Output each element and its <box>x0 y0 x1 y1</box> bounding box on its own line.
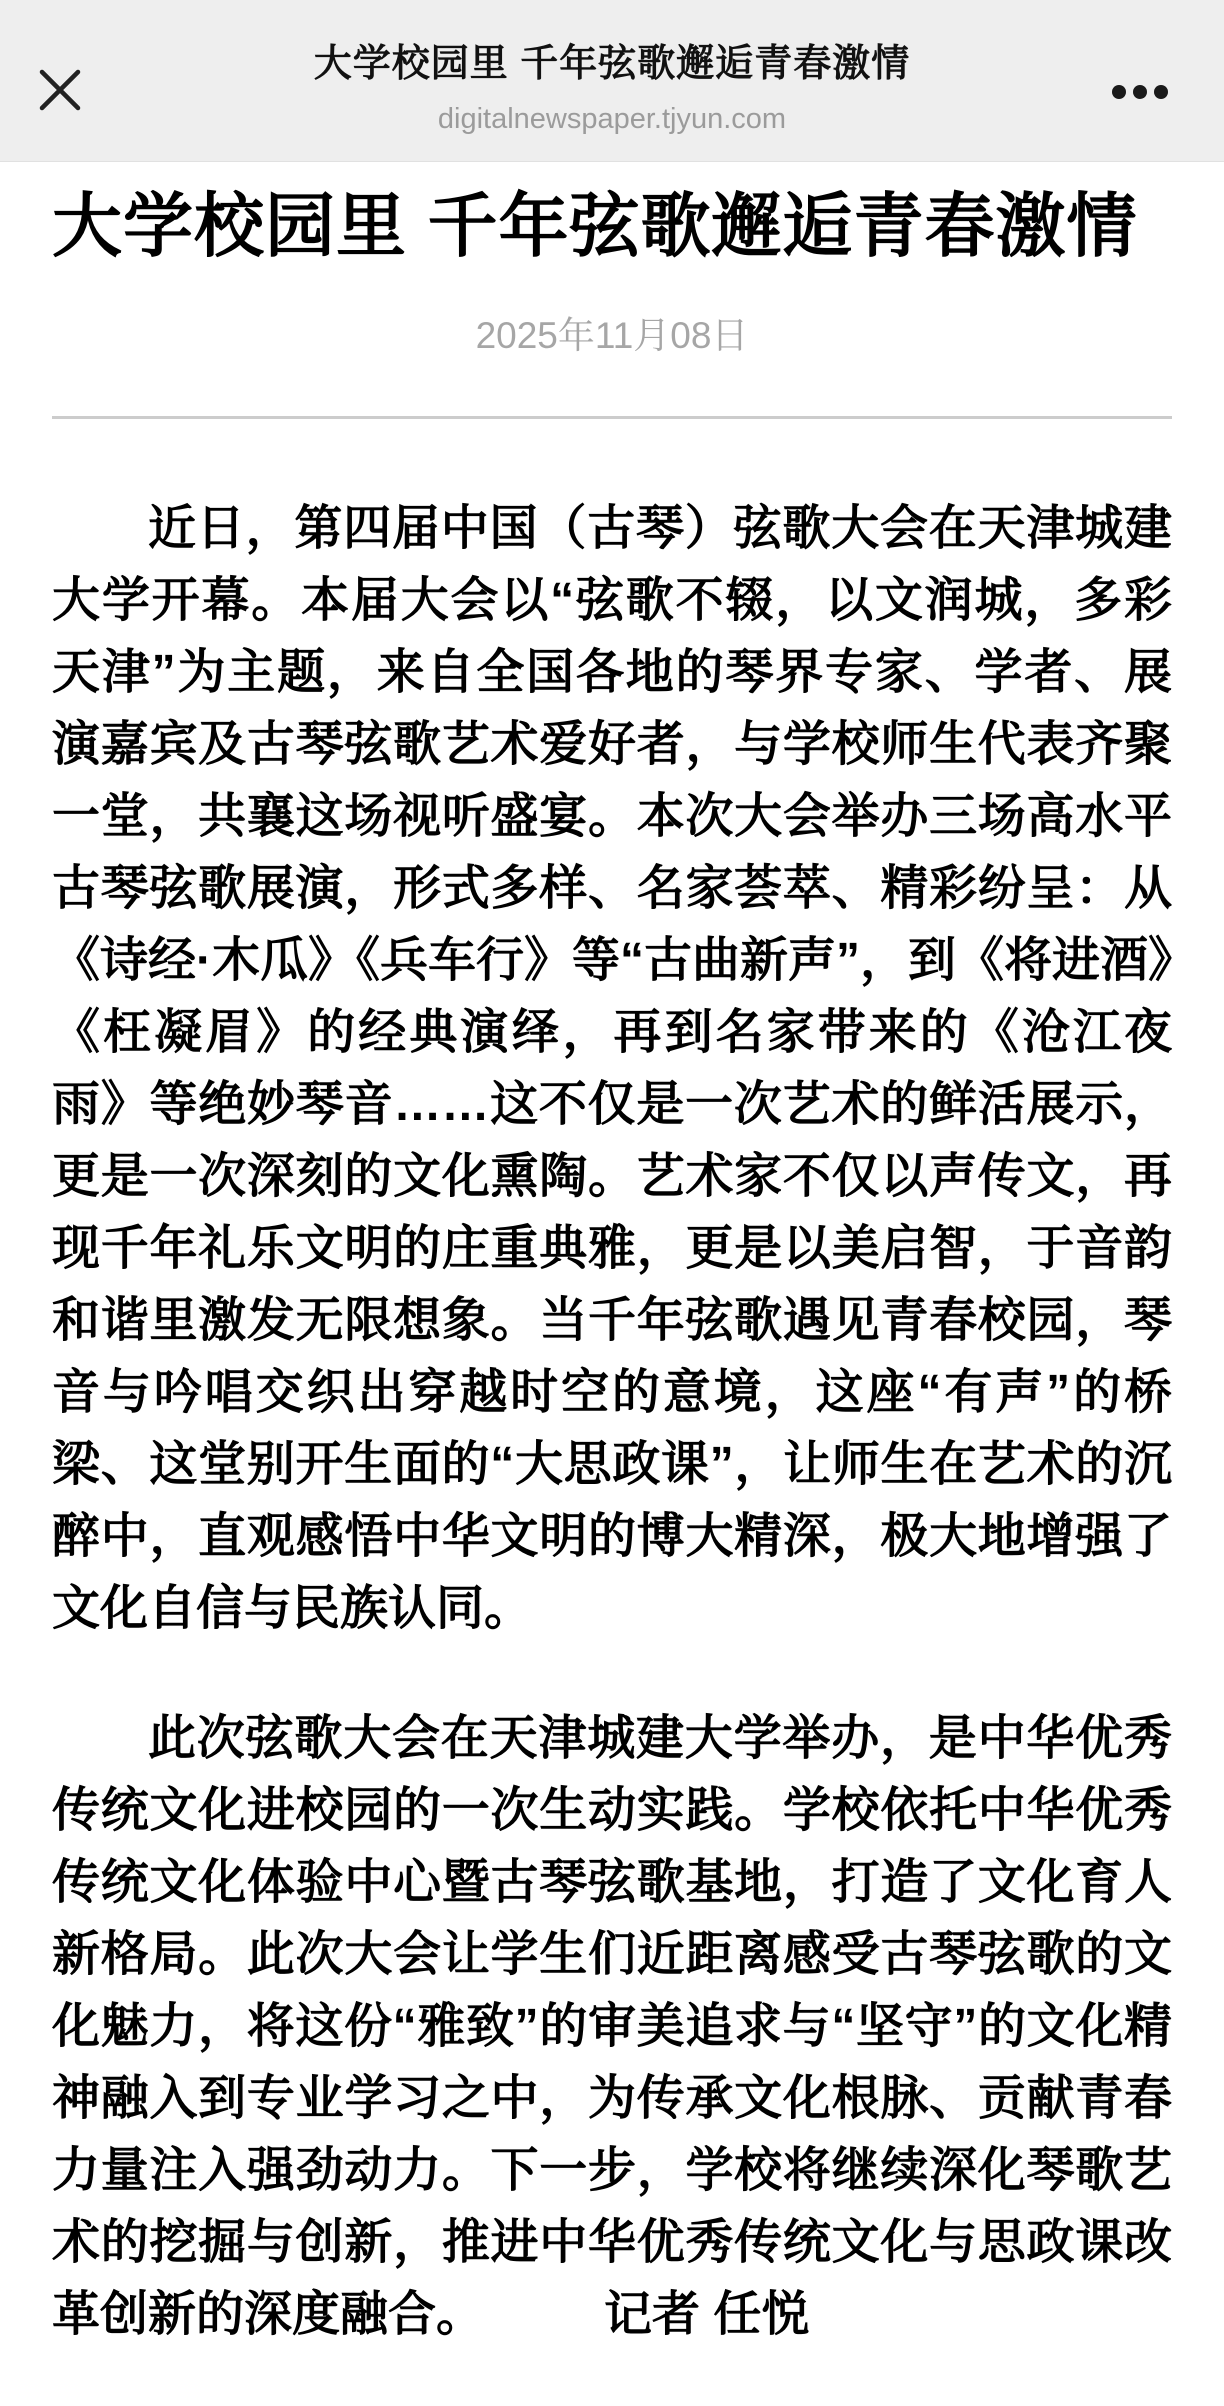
article-paragraph: 近日，第四届中国（古琴）弦歌大会在天津城建大学开幕。本届大会以“弦歌不辍，以文润城，多彩天津”为主题，来自全国各地的琴界专家、学者、展演嘉宾及古琴弦歌艺术爱好者，与学校师生代表齐聚一堂，共襄这场视听盛宴。本次大会举办三场高水平古琴弦歌展演，形式多样、名家荟萃、精彩纷呈：从《诗经·木瓜》《兵车行》等“古曲新声”，到《将进酒》《枉凝眉》的经典演绎，再到名家带来的《沧江夜雨》等绝妙琴音……这不仅是一次艺术的鲜活展示，更是一次深刻的文化熏陶。艺术家不仅以声传文，再现千年礼乐文明的庄重典雅，更是以美启智，于音韵和谐里激发无限想象。当千年弦歌遇见青春校园，琴音与吟唱交织出穿越时空的意境，这座“有声”的桥梁、这堂别开生面的“大思政课”，让师生在艺术的沉醉中，直观感悟中华文明的博大精深，极大地增强了文化自信与民族认同。 <box>52 501 1172 1635</box>
page-title: 大学校园里 千年弦歌邂逅青春激情 <box>313 43 911 85</box>
more-options-icon[interactable] <box>1112 85 1168 99</box>
dot <box>1133 85 1147 99</box>
page-url: digitalnewspaper.tjyun.com <box>437 103 787 135</box>
paragraph-text: 此次弦歌大会在天津城建大学举办，是中华优秀传统文化进校园的一次生动实践。学校依托中华优秀传统文化体验中心暨古琴弦歌基地，打造了文化育人新格局。此次大会让学生们近距离感受古琴弦歌的文化魅力，将这份“雅致”的审美追求与“坚守”的文化精神融入到专业学习之中，为传承文化根脉、贡献青春力量注入强劲动力。下一步，学校将继续深化琴歌艺术的挖掘与创新，推进中华优秀传统文化与思政课改革创新的深度融合。 <box>52 1711 1172 2341</box>
article-title: 大学校园里 千年弦歌邂逅青春激情 <box>52 187 1138 265</box>
webview-header <box>0 0 1224 162</box>
article-paragraph <box>52 1703 1172 2351</box>
header-title-block <box>0 0 1224 136</box>
article-content <box>0 186 1224 2351</box>
divider <box>52 416 1172 419</box>
article-byline: 记者 任悦 <box>604 2287 810 2341</box>
dot <box>1112 85 1126 99</box>
dot <box>1154 85 1168 99</box>
article-date: 2025年11月08日 <box>475 314 749 356</box>
article-body <box>52 493 1172 2351</box>
close-icon[interactable] <box>34 64 86 116</box>
